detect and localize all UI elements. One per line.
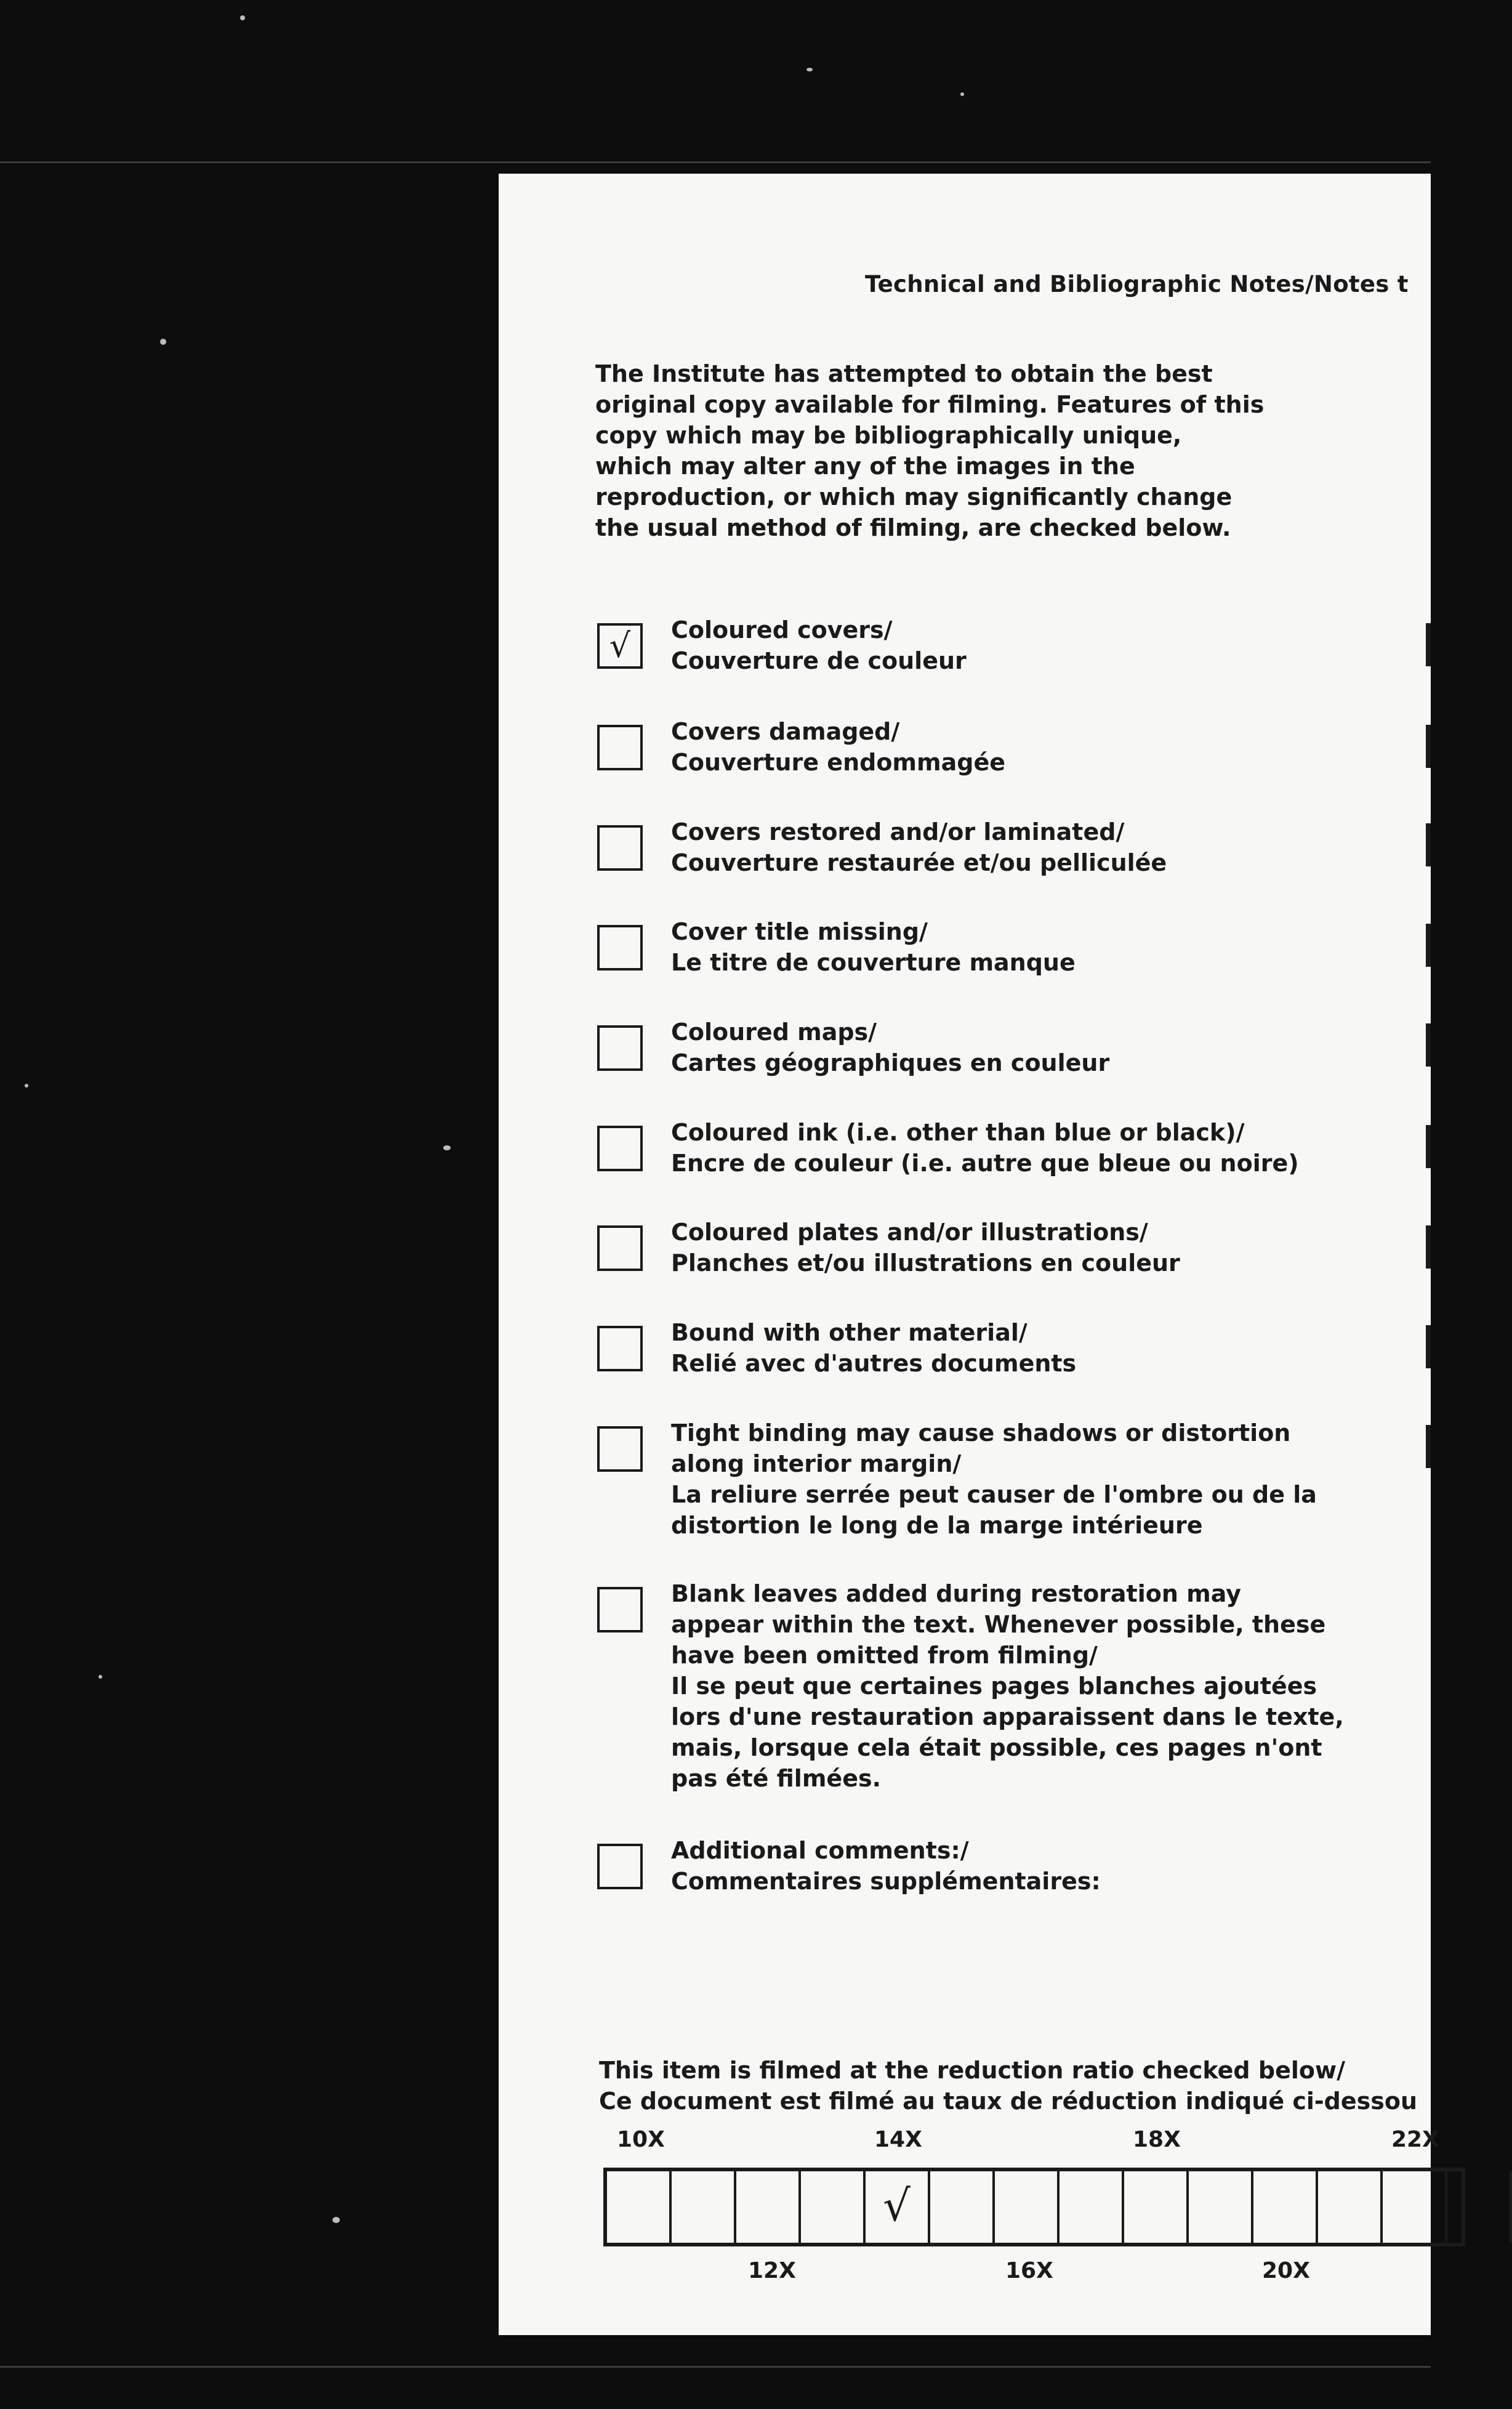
ratio-line: This item is filmed at the reduction ratio checked below/ [599,2057,1345,2084]
speck [240,15,245,20]
label-line: along interior margin/ [671,1450,962,1477]
intro-line: the usual method of filming, are checked below. [595,514,1231,541]
scan-line [0,2366,1431,2368]
ratio-label-top: 14X [874,2127,922,2152]
label-line: Couverture restaurée et/ou pelliculée [671,849,1167,876]
speck [806,68,813,71]
checklist-label [671,1217,1447,1278]
checklist-label [671,1835,1447,1897]
speck [99,1675,102,1679]
label-line: Additional comments:/ [671,1837,969,1864]
reduction-cell[interactable] [1124,2171,1189,2243]
intro-line: reproduction, or which may significantly change [595,483,1233,510]
reduction-cell[interactable] [1383,2171,1447,2243]
reduction-cell[interactable] [995,2171,1060,2243]
document-page [499,174,1439,2335]
label-line: Coloured covers/ [671,616,893,644]
ratio-label-bottom: 20X [1262,2258,1310,2283]
reduction-cell[interactable] [1060,2171,1124,2243]
checklist-label [671,615,1447,676]
intro-line: The Institute has attempted to obtain the best [595,360,1213,387]
checkbox[interactable] [597,725,643,770]
speck [25,1084,28,1087]
label-line: Couverture endommagée [671,749,1006,776]
checkbox[interactable] [597,825,643,871]
label-line: Covers damaged/ [671,718,900,745]
checkbox[interactable] [597,1025,643,1071]
checklist-label [671,716,1447,778]
checkbox[interactable] [597,1225,643,1271]
label-line: Coloured ink (i.e. other than blue or black)/ [671,1119,1245,1146]
label-line: distortion le long de la marge intérieure [671,1512,1203,1539]
label-line: Blank leaves added during restoration may [671,1580,1241,1607]
reduction-cell[interactable] [1318,2171,1383,2243]
label-line: Coloured plates and/or illustrations/ [671,1219,1148,1246]
ratio-label-bottom: 12X [748,2258,796,2283]
checkbox[interactable]: √ [597,623,643,669]
reduction-cell[interactable] [1253,2171,1318,2243]
reduction-cell[interactable] [736,2171,801,2243]
checkbox[interactable] [597,1326,643,1371]
scan-line [0,161,1431,163]
checkbox[interactable] [597,1126,643,1171]
label-line: Cover title missing/ [671,918,928,945]
checklist-label [671,1578,1447,1794]
speck [960,92,964,96]
intro-line: original copy available for filming. Features of this [595,391,1265,418]
label-line: have been omitted from filming/ [671,1642,1098,1669]
checkbox[interactable] [597,925,643,970]
label-line: Le titre de couverture manque [671,949,1076,976]
label-line: pas été filmées. [671,1765,882,1792]
speck [332,2217,340,2223]
reduction-cell[interactable] [672,2171,736,2243]
page-title: Technical and Bibliographic Notes/Notes t [865,271,1409,297]
label-line: mais, lorsque cela était possible, ces pages n'ont [671,1734,1322,1761]
checklist-label [671,1017,1447,1078]
checkbox[interactable] [597,1587,643,1632]
intro-paragraph [595,358,1334,543]
reduction-cell[interactable] [801,2171,866,2243]
checklist-label [671,817,1447,878]
label-line: Commentaires supplémentaires: [671,1868,1101,1895]
ratio-line: Ce document est filmé au taux de réduction indiqué ci-dessou [599,2088,1418,2115]
reduction-ratio-grid [603,2168,1465,2246]
speck [160,339,166,345]
label-line: Coloured maps/ [671,1019,877,1046]
reduction-cell[interactable] [930,2171,995,2243]
label-line: Tight binding may cause shadows or distortion [671,1419,1291,1447]
speck [443,1145,451,1150]
ratio-label-bottom: 16X [1005,2258,1053,2283]
checklist-label [671,1418,1447,1541]
intro-line: which may alter any of the images in the [595,453,1135,480]
reduction-cell[interactable] [607,2171,672,2243]
label-line: Bound with other material/ [671,1319,1027,1346]
label-line: lors d'une restauration apparaissent dans le texte, [671,1703,1344,1730]
checklist-label [671,1317,1447,1379]
checklist-label [671,1117,1447,1179]
ratio-label-top: 18X [1133,2127,1181,2152]
reduction-cell[interactable] [1189,2171,1253,2243]
label-line: Cartes géographiques en couleur [671,1049,1110,1076]
reduction-cell[interactable] [1447,2171,1512,2243]
ratio-label-top: 10X [617,2127,665,2152]
checkbox[interactable] [597,1426,643,1472]
checklist-label [671,916,1447,978]
reduction-ratio-text [599,2055,1417,2116]
label-line: appear within the text. Whenever possible, these [671,1611,1326,1638]
label-line: Planches et/ou illustrations en couleur [671,1249,1180,1277]
label-line: Encre de couleur (i.e. autre que bleue ou noire) [671,1150,1299,1177]
label-line: Relié avec d'autres documents [671,1350,1077,1377]
label-line: Il se peut que certaines pages blanches ajoutées [671,1673,1317,1700]
label-line: Covers restored and/or laminated/ [671,818,1125,845]
ratio-label-top: 22X [1391,2127,1439,2152]
intro-line: copy which may be bibliographically unique, [595,422,1182,449]
label-line: La reliure serrée peut causer de l'ombre ou de la [671,1481,1317,1508]
checkbox[interactable] [597,1844,643,1889]
label-line: Couverture de couleur [671,647,967,674]
reduction-cell[interactable]: √ [866,2171,930,2243]
